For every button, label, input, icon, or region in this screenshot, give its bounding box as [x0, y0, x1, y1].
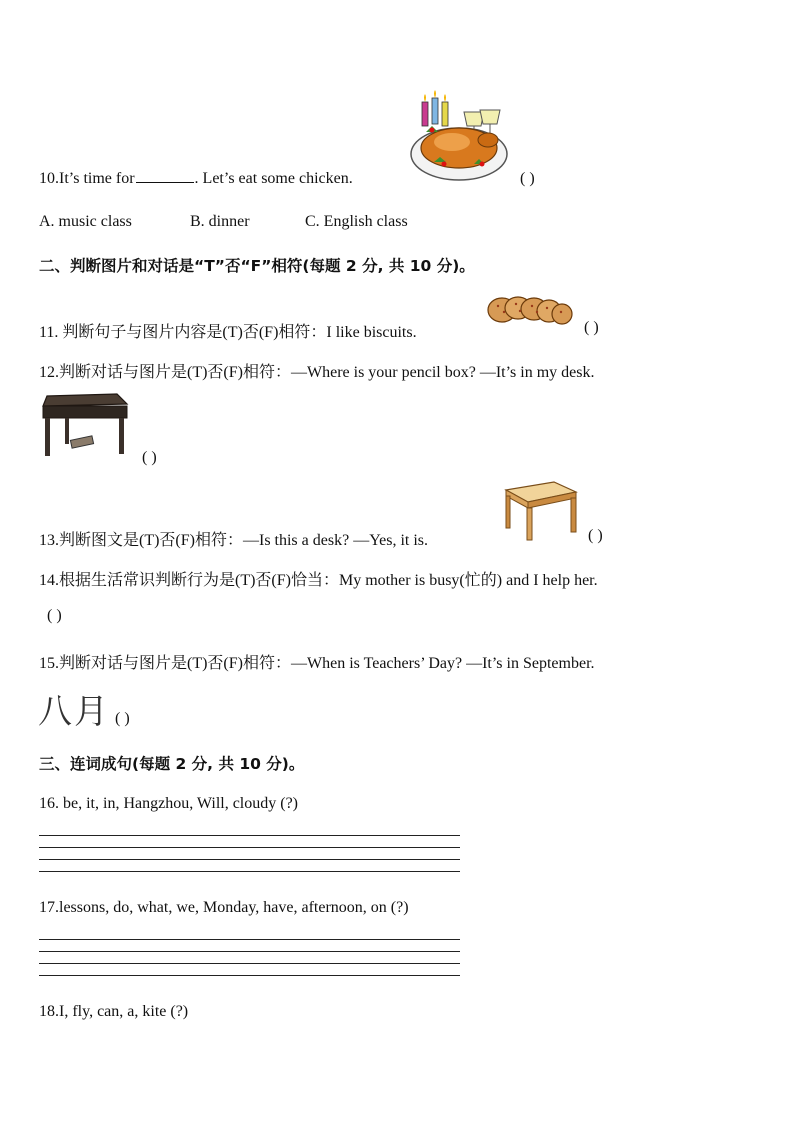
question-10-suffix: . Let’s eat some chicken. [194, 170, 353, 187]
question-12-answer-bracket[interactable]: ( ) [142, 449, 157, 466]
option-a: A. music class [39, 213, 132, 230]
answer-blank[interactable] [136, 181, 194, 183]
answer-line[interactable] [39, 871, 460, 872]
dinner-chicken-illustration [404, 92, 508, 184]
answer-line[interactable] [39, 847, 460, 848]
question-10 [39, 170, 353, 188]
answer-line[interactable] [39, 963, 460, 964]
question-16: 16. be, it, in, Hangzhou, Will, cloudy (?) [39, 795, 299, 812]
question-11-answer-bracket[interactable]: ( ) [584, 319, 599, 336]
question-13: 13.判断图文是(T)否(F)相符：—Is this a desk? —Yes, it is. [39, 532, 429, 549]
section-2-heading: 二、判断图片和对话是“T”否“F”相符(每题 2 分, 共 10 分)。 [39, 257, 475, 275]
option-b: B. dinner [190, 213, 250, 230]
question-13-answer-bracket[interactable]: ( ) [588, 527, 603, 544]
answer-line[interactable] [39, 939, 460, 940]
question-10-prefix: 10.It’s time for [39, 170, 135, 187]
august-calligraphy-image: 八月 [38, 692, 110, 732]
answer-line[interactable] [39, 835, 460, 836]
answer-line[interactable] [39, 975, 460, 976]
question-14-answer-bracket[interactable]: ( ) [47, 607, 62, 624]
answer-line[interactable] [39, 951, 460, 952]
question-18: 18.I, fly, can, a, kite (?) [39, 1003, 189, 1020]
question-11: 11. 判断句子与图片内容是(T)否(F)相符：I like biscuits. [39, 324, 417, 341]
question-10-answer-bracket[interactable]: ( ) [520, 170, 535, 187]
section-3-heading: 三、连词成句(每题 2 分, 共 10 分)。 [39, 755, 305, 773]
table-illustration [500, 480, 578, 542]
question-15-answer-bracket[interactable]: ( ) [115, 710, 130, 727]
question-15: 15.判断对话与图片是(T)否(F)相符：—When is Teachers’ Day? —It’s in September. [39, 655, 595, 672]
desk-with-pencil-box-illustration [39, 390, 131, 462]
option-c: C. English class [305, 213, 408, 230]
answer-line[interactable] [39, 859, 460, 860]
question-17: 17.lessons, do, what, we, Monday, have, afternoon, on (?) [39, 899, 409, 916]
question-12: 12.判断对话与图片是(T)否(F)相符：—Where is your pencil box? —It’s in my desk. [39, 364, 595, 381]
biscuits-illustration [486, 292, 574, 332]
question-14: 14.根据生活常识判断行为是(T)否(F)恰当：My mother is busy(忙的) and I help her. [39, 572, 598, 589]
